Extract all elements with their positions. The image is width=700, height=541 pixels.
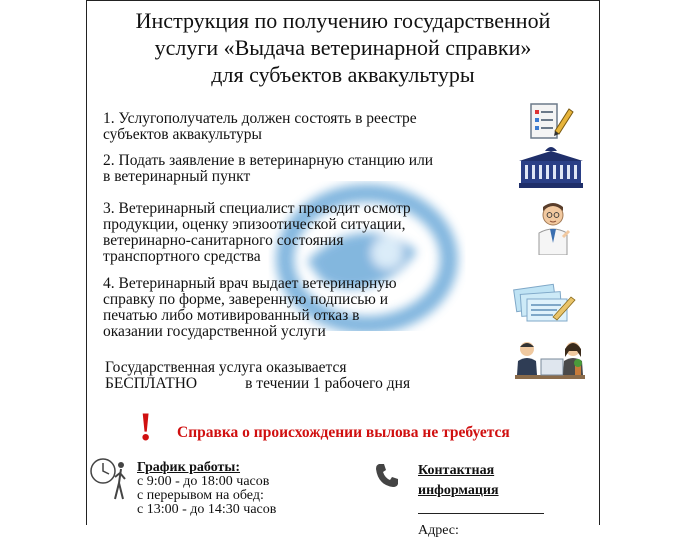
step-2 bbox=[103, 153, 433, 185]
address-row bbox=[418, 521, 544, 541]
title-line-2: услуги «Выдача ветеринарной справки» bbox=[154, 35, 532, 60]
page-title bbox=[87, 7, 599, 88]
warning-text: Справка о происхождении вылова не требуется bbox=[177, 424, 510, 441]
step-3-line-2: продукции, оценку эпизоотической ситуации, bbox=[103, 216, 406, 233]
title-line-3: для субъектов аквакультуры bbox=[211, 62, 475, 87]
instruction-sheet bbox=[86, 0, 600, 538]
step-3-line-1: 3. Ветеринарный специалист проводит осмотр bbox=[103, 200, 411, 217]
step-4 bbox=[103, 276, 397, 340]
schedule-heading: График работы: bbox=[137, 460, 241, 475]
step-4-line-1: 4. Ветеринарный врач выдает ветеринарную bbox=[103, 275, 397, 292]
contact-blank-line bbox=[418, 501, 544, 521]
government-building-icon bbox=[517, 143, 585, 189]
phone-icon bbox=[373, 461, 401, 489]
documents-icon bbox=[513, 277, 577, 327]
step-1-line-2: субъектов аквакультуры bbox=[103, 126, 262, 143]
step-2-line-2: в ветеринарный пункт bbox=[103, 168, 251, 185]
step-3-line-4: транспортного средства bbox=[103, 248, 261, 265]
free-duration: в течении 1 рабочего дня bbox=[245, 375, 411, 392]
title-line-1: Инструкция по получению государственной bbox=[135, 8, 551, 33]
exclamation-icon: ! bbox=[139, 404, 153, 449]
step-2-line-1: 2. Подать заявление в ветеринарную станцию или bbox=[103, 152, 434, 169]
clock-person-icon bbox=[89, 455, 129, 501]
step-1 bbox=[103, 111, 417, 143]
address-label: Адрес: bbox=[418, 523, 459, 538]
schedule-line-3: с 13:00 - до 14:30 часов bbox=[137, 502, 277, 517]
free-line-1: Государственная услуга оказывается bbox=[105, 359, 347, 376]
contact-heading-2: информация bbox=[418, 483, 499, 498]
step-3 bbox=[103, 201, 411, 265]
step-4-line-2: справку по форме, заверенную подписью и bbox=[103, 291, 389, 308]
contact-info bbox=[418, 461, 544, 541]
step-1-line-1: 1. Услугополучатель должен состоять в реестре bbox=[103, 110, 417, 127]
contact-heading-1: Контактная bbox=[418, 463, 495, 478]
doctor-icon bbox=[533, 197, 573, 255]
meeting-people-icon bbox=[515, 337, 585, 387]
step-4-line-4: оказании государственной услуги bbox=[103, 323, 326, 340]
free-line-2 bbox=[105, 376, 410, 392]
schedule-line-2: с перерывом на обед: bbox=[137, 488, 264, 503]
free-label: БЕСПЛАТНО bbox=[105, 375, 198, 392]
step-3-line-3: ветеринарно-санитарного состояния bbox=[103, 232, 344, 249]
checklist-icon bbox=[527, 101, 575, 141]
work-schedule bbox=[137, 461, 276, 517]
step-4-line-3: печатью либо мотивированный отказ в bbox=[103, 307, 360, 324]
schedule-line-1: с 9:00 - до 18:00 часов bbox=[137, 474, 270, 489]
free-service-note bbox=[105, 360, 410, 392]
